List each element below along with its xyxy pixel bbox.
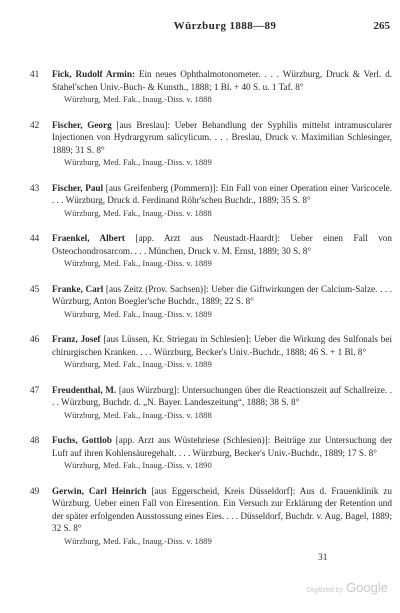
entry-dissertation-note: Würzburg, Med. Fak., Inaug.-Diss. v. 1889 <box>64 359 212 369</box>
entry-text <box>52 434 392 459</box>
entry-body: [app. Arzt aus Neustadt-Haardt]: Ueber einen Fall von Osteochondrosarcom. . . . München, Druck v. M. Ernst, 1889; 30 S. 8° <box>52 233 392 256</box>
entry-author: Freudenthal, M. <box>52 384 117 395</box>
entry-author: Fischer, Paul <box>52 182 104 193</box>
watermark-brand: Google <box>346 580 388 595</box>
entry-text <box>52 333 392 358</box>
entry-body: [aus Lüssen, Kr. Striegau in Schlesien]: Ueber die Wirkung des Sulfonals bei chirurgischen Kranken. . . . Würzburg, Becker's Univ.-Buchdr., 1888; 46 S. + 1 Bl. 8° <box>52 334 393 357</box>
entry-text <box>52 384 392 409</box>
bibliography-entry <box>30 485 393 548</box>
entry-body: Ein neues Ophthalmotonometer. . . . Würzburg, Druck & Verl. d. Stahel'schen Univ.-Buch- & Kunsth., 1888; 1 Bl. + 40 S. u. 1 Taf. 8° <box>52 69 392 92</box>
entry-dissertation-note: Würzburg, Med. Fak., Inaug.-Diss. v. 1888 <box>64 207 212 218</box>
entry-number: 44 <box>30 233 40 243</box>
entry-dissertation-note: Würzburg, Med. Fak., Inaug.-Diss. v. 1890 <box>64 460 212 470</box>
entry-body: [aus Würzburg]: Untersuchungen über die Reactionszeit auf Schallreize. . . . Würzburg, Buchdr. d. „N. Bayer. Landeszeitung“, 1888; 38 S. 8° <box>52 384 393 407</box>
signature-mark: 31 <box>318 553 328 563</box>
entry-body: [app. Arzt aus Wüstehriese (Schlesien)]: Beiträge zur Untersuchung der Luft auf ihren Kohlensäuregehalt. . . . Würzburg, Becker's Univ.-Buchdr., 1889; 17 S. 8° <box>52 435 393 458</box>
entry-number: 42 <box>30 119 40 130</box>
entry-dissertation-note: Würzburg, Med. Fak., Inaug.-Diss. v. 1889 <box>64 258 212 268</box>
entry-text <box>52 283 392 308</box>
entry-text <box>52 68 392 93</box>
page-number: 265 <box>373 20 390 32</box>
entry-author: Franz, Josef <box>52 334 101 344</box>
entry-text <box>52 485 392 535</box>
entry-body: [aus Eggerscheid, Kreis Düsseldorf]: Aus d. Frauenklinik zu Würzburg. Ueber einen Fall von Eiresention. Ein Versuch zur Erklärung der Retention und der später erfolgenden Ausstossung eines Eies. . . . Düsseldorf, Buchdr. v. Aug. Bagel, 1889; 32 S. 8° <box>52 485 393 533</box>
entry-number: 49 <box>30 485 40 496</box>
bibliography-entry <box>30 182 393 220</box>
bibliography-entry <box>30 384 393 422</box>
entry-number: 48 <box>30 435 40 445</box>
entry-author: Fraenkel, Albert <box>52 233 125 243</box>
entry-body: [aus Zeitz (Prov. Sachsen)]: Ueber die Giftwirkungen der Calcium-Salze. . . . Würzburg, Anton Boegler'sche Buchdr., 1889; 22 S. 8° <box>52 283 392 306</box>
entry-number: 47 <box>30 384 40 395</box>
bibliography-entry <box>30 434 393 472</box>
running-title: Würzburg 1888—89 <box>173 20 277 32</box>
entry-text <box>52 232 392 257</box>
entry-dissertation-note: Würzburg, Med. Fak., Inaug.-Diss. v. 1888 <box>64 94 212 104</box>
entry-number: 45 <box>30 283 40 294</box>
entry-author: Gerwin, Carl Heinrich <box>52 485 147 496</box>
entry-number: 46 <box>30 334 40 344</box>
bibliography-entry <box>30 333 393 371</box>
entry-text <box>52 119 392 157</box>
entry-dissertation-note: Würzburg, Med. Fak., Inaug.-Diss. v. 1889 <box>64 157 212 167</box>
bibliography-entry <box>30 68 392 106</box>
entry-number: 41 <box>30 69 40 79</box>
entry-text <box>52 182 392 207</box>
entry-author: Fuchs, Gottlob <box>52 435 112 445</box>
entry-number: 43 <box>30 182 40 193</box>
entry-dissertation-note: Würzburg, Med. Fak., Inaug.-Diss. v. 1889 <box>64 535 212 546</box>
bibliography-entry <box>30 119 393 169</box>
page-header <box>60 20 390 34</box>
entry-dissertation-note: Würzburg, Med. Fak., Inaug.-Diss. v. 1888 <box>64 409 212 420</box>
digitized-by-watermark <box>307 580 388 595</box>
entry-dissertation-note: Würzburg, Med. Fak., Inaug.-Diss. v. 1889 <box>64 308 212 319</box>
bibliography-entry <box>30 232 392 270</box>
entry-author: Fischer, Georg <box>52 119 112 130</box>
bibliography-entry <box>30 283 392 321</box>
bibliography-list <box>0 55 400 547</box>
entry-body: [aus Breslau]: Ueber Behandlung der Syphilis mittelst intramuscularer Injectionen von Hydrargyrum salicylicum. . . . Breslau, Druck v. Maximilian Schlesinger, 1889; 31 S. 8° <box>52 119 393 155</box>
watermark-small-text: Digitized by <box>306 587 344 594</box>
entry-body: [aus Greifenberg (Pommern)]: Ein Fall von einer Operation einer Varicocele. . . . Würzburg, Druck d. Ferdinand Röhr'schen Buchdr., 1889; 35 S. 8° <box>52 182 393 205</box>
entry-author: Fick, Rudolf Armin: <box>52 69 135 79</box>
entry-author: Franke, Carl <box>52 283 104 294</box>
